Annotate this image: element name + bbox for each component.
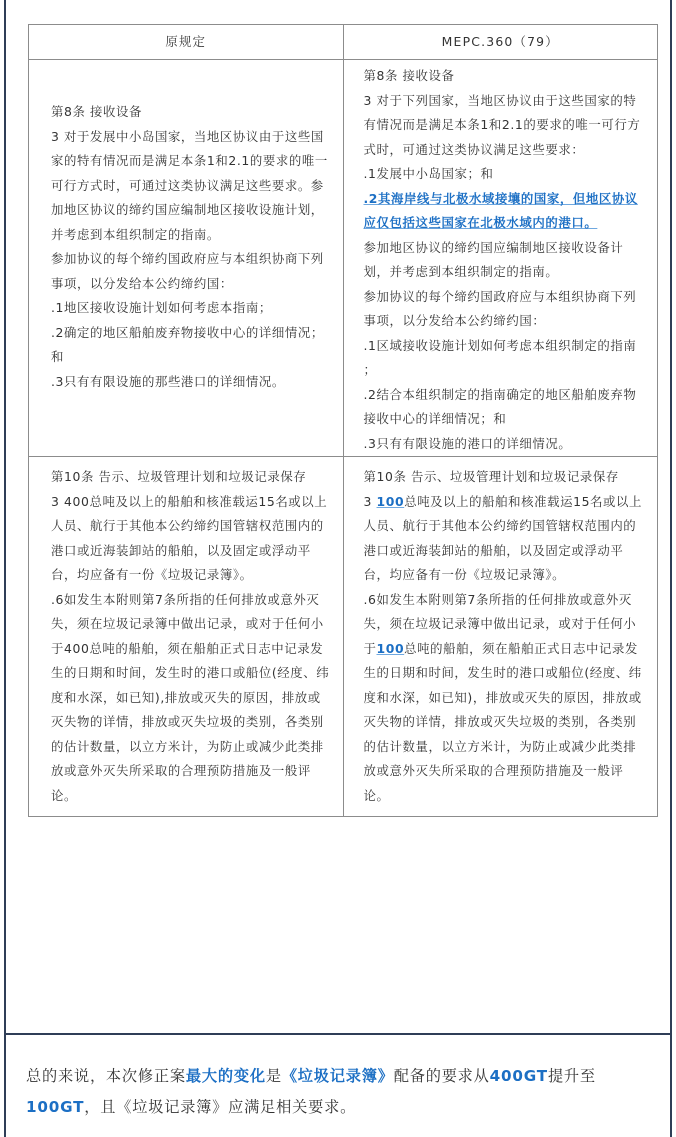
paragraph: 第10条 告示、垃圾管理计划和垃圾记录保存 — [51, 469, 307, 484]
paragraph: 第10条 告示、垃圾管理计划和垃圾记录保存 — [363, 469, 619, 484]
cell-amendment-article8 — [343, 60, 658, 457]
frame-gap — [4, 1035, 672, 1045]
paragraph: 参加地区协议的缔约国应编制地区接收设备计划，并考虑到本组织制定的指南。 — [363, 239, 624, 279]
paragraph: 3 对于下列国家，当地区协议由于这些国家的特有情况而是满足本条1和2.1的要求的唯一可行方式时，可通过这类协议满足这些要求： — [363, 92, 641, 157]
paragraph: 第8条 接收设备 — [51, 104, 142, 119]
summary-text: 提升至 — [547, 1067, 596, 1085]
paragraph — [364, 588, 648, 809]
highlighted-amendment: .2其海岸线与北极水域接壤的国家，但地区协议应仅包括这些国家在北极水域内的港口。 — [363, 190, 638, 230]
summary-text: 是 — [265, 1067, 282, 1085]
paragraph — [364, 490, 648, 588]
paragraph: .1发展中小岛国家；和 — [363, 166, 494, 181]
paragraph: .2结合本组织制定的指南确定的地区船舶废弃物接收中心的详细情况；和 — [363, 386, 637, 426]
highlighted-value: 100 — [376, 493, 405, 509]
header-original: 原规定 — [29, 25, 344, 60]
summary-text: 配备的要求从 — [393, 1067, 490, 1085]
highlighted-value: 100 — [376, 640, 405, 656]
text-span: 总吨及以上的船舶和核准载运15名或以上人员、航行于其他本公约缔约国管辖权范围内的港口或近海装卸站的船舶，以及固定或浮动平台，均应备有一份《垃圾记录簿》。 — [363, 493, 643, 582]
paragraph: .2确定的地区船舶废弃物接收中心的详细情况；和 — [51, 324, 324, 364]
summary-paragraph — [4, 1045, 672, 1137]
paragraph: .1地区接收设施计划如何考虑本指南； — [51, 300, 272, 315]
paragraph: .3只有有限设施的那些港口的详细情况。 — [51, 373, 285, 389]
summary-text: 总的来说，本次修正案 — [26, 1067, 186, 1085]
paragraph: 参加协议的每个缔约国政府应与本组织协商下列事项，以分发给本公约缔约国： — [363, 288, 637, 328]
comparison-table — [28, 24, 658, 817]
cell-amendment-article10 — [343, 457, 658, 817]
summary-emphasis: 100GT — [26, 1098, 85, 1116]
table-row — [29, 457, 658, 817]
text-span: 总吨的船舶，须在船舶正式日志中记录发生的日期和时间，发生时的港口或船位(经度、纬度和水深，如已知)，排放或灭失的原因，排放或灭失物的详情，排放或灭失垃圾的类别，各类别的估计数量，以立方米计，为防止或减少此类排放或意外灭失所采取的合理预防措施及一般评论。 — [363, 640, 642, 803]
summary-text: ，且《垃圾记录簿》应满足相关要求。 — [84, 1098, 357, 1116]
table-row — [29, 60, 658, 457]
text-span: .6如发生本附则第7条所指的任何排放或意外灭失，须在垃圾记录簿中做出记录，或对于任何小于 — [363, 591, 637, 656]
paragraph: 第8条 接收设备 — [363, 68, 455, 83]
header-amendment: MEPC.360（79） — [343, 25, 658, 60]
text-span: 3 — [363, 493, 377, 509]
paragraph: 参加协议的每个缔约国政府应与本组织协商下列事项，以分发给本公约缔约国： — [51, 251, 324, 291]
paragraph: .1区域接收设施计划如何考虑本组织制定的指南 ； — [363, 337, 637, 377]
summary-emphasis: 最大的变化 — [185, 1067, 266, 1085]
paragraph: .3只有有限设施的港口的详细情况。 — [363, 435, 572, 451]
paragraph: .6如发生本附则第7条所指的任何排放或意外灭失，须在垃圾记录簿中做出记录，或对于任何小于400总吨的船舶，须在船舶正式日志中记录发生的日期和时间，发生时的港口或船位(经度、纬度和水深，如已知),排放或灭失的原因，排放或灭失物的详情，排放或灭失垃圾的类别，各类别的估计数量，以立方米计，为防止或减少此类排放或意外灭失所采取的合理预防措施及一般评论。 — [51, 591, 330, 803]
header-row — [29, 25, 658, 60]
cell-original-article10 — [29, 457, 344, 817]
content-frame — [4, 0, 672, 1035]
paragraph: 3 400总吨及以上的船舶和核准载运15名或以上人员、航行于其他本公约缔约国管辖权范围内的港口或近海装卸站的船舶，以及固定或浮动平台，均应备有一份《垃圾记录簿》。 — [51, 493, 328, 582]
summary-emphasis: 400GT — [489, 1067, 548, 1085]
summary-emphasis: 《垃圾记录簿》 — [281, 1067, 394, 1085]
cell-original-article8 — [29, 60, 344, 457]
paragraph: 3 对于发展中小岛国家，当地区协议由于这些国家的特有情况而是满足本条1和2.1的要求的唯一可行方式时，可通过这类协议满足这些要求。参加地区协议的缔约国应编制地区接收设施计划，并考虑到本组织制定的指南。 — [51, 128, 328, 242]
